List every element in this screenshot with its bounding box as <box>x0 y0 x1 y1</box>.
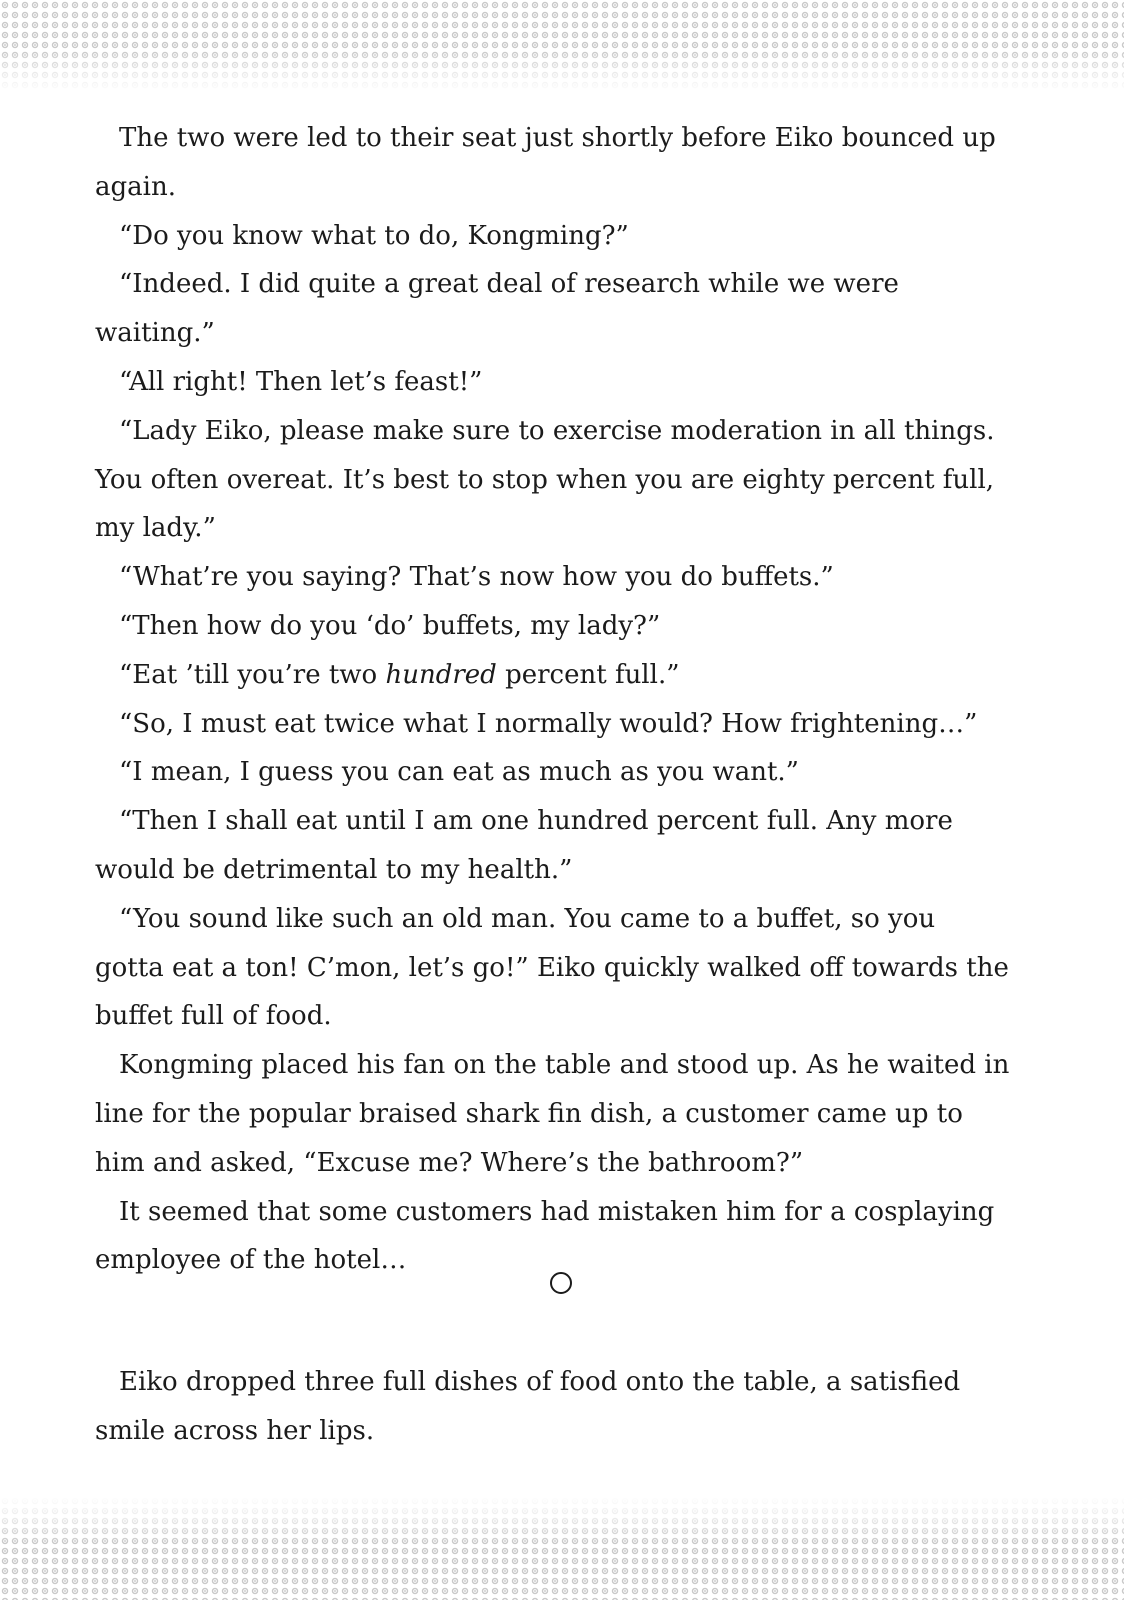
circle-separator-icon <box>550 1272 572 1294</box>
paragraph: “So, I must eat twice what I normally would? How frightening…” <box>119 708 978 739</box>
paragraph: “Do you know what to do, Kongming?” <box>119 220 629 251</box>
paragraph: “I mean, I guess you can eat as much as you want.” <box>119 757 799 788</box>
paragraph: “What’re you saying? That’s now how you do buffets.” <box>119 562 834 593</box>
paragraph-text-before: “Eat ’till you’re two <box>119 659 386 690</box>
paragraph: “You sound like such an old man. You came to a buffet, so you gotta eat a ton! C’mon, let’s go!” Eiko quickly walked off towards the buffet full of food. <box>95 903 1009 1032</box>
paragraph-text-after: percent full.” <box>496 659 680 690</box>
paragraph: “Then how do you ‘do’ buffets, my lady?” <box>119 610 661 641</box>
paragraph: Kongming placed his fan on the table and stood up. As he waited in line for the popular braised shark fin dish, a customer came up to him and asked, “Excuse me? Where’s the bathroom?” <box>95 1050 1010 1178</box>
bottom-decorative-pattern <box>0 1496 1124 1600</box>
paragraph: “All right! Then let’s feast!” <box>119 366 483 397</box>
emphasized-word: hundred <box>385 659 497 690</box>
paragraph: “Then I shall eat until I am one hundred percent full. Any more would be detrimental to my health.” <box>95 806 953 885</box>
paragraph: The two were led to their seat just shortly before Eiko bounced up again. <box>95 123 996 202</box>
story-text <box>95 114 1010 1285</box>
top-decorative-pattern <box>0 0 1124 92</box>
paragraph: It seemed that some customers had mistaken him for a cosplaying employee of the hotel… <box>95 1196 995 1276</box>
paragraph: Eiko dropped three full dishes of food onto the table, a satisfied smile across her lips. <box>95 1367 961 1446</box>
paragraph: “Indeed. I did quite a great deal of research while we were waiting.” <box>95 269 899 349</box>
paragraph: “Lady Eiko, please make sure to exercise moderation in all things. You often overeat. It’s best to stop when you are eighty percent full, my lady.” <box>95 415 995 544</box>
story-text-after-break <box>95 1358 1010 1456</box>
paragraph-with-emphasis <box>95 651 1010 700</box>
